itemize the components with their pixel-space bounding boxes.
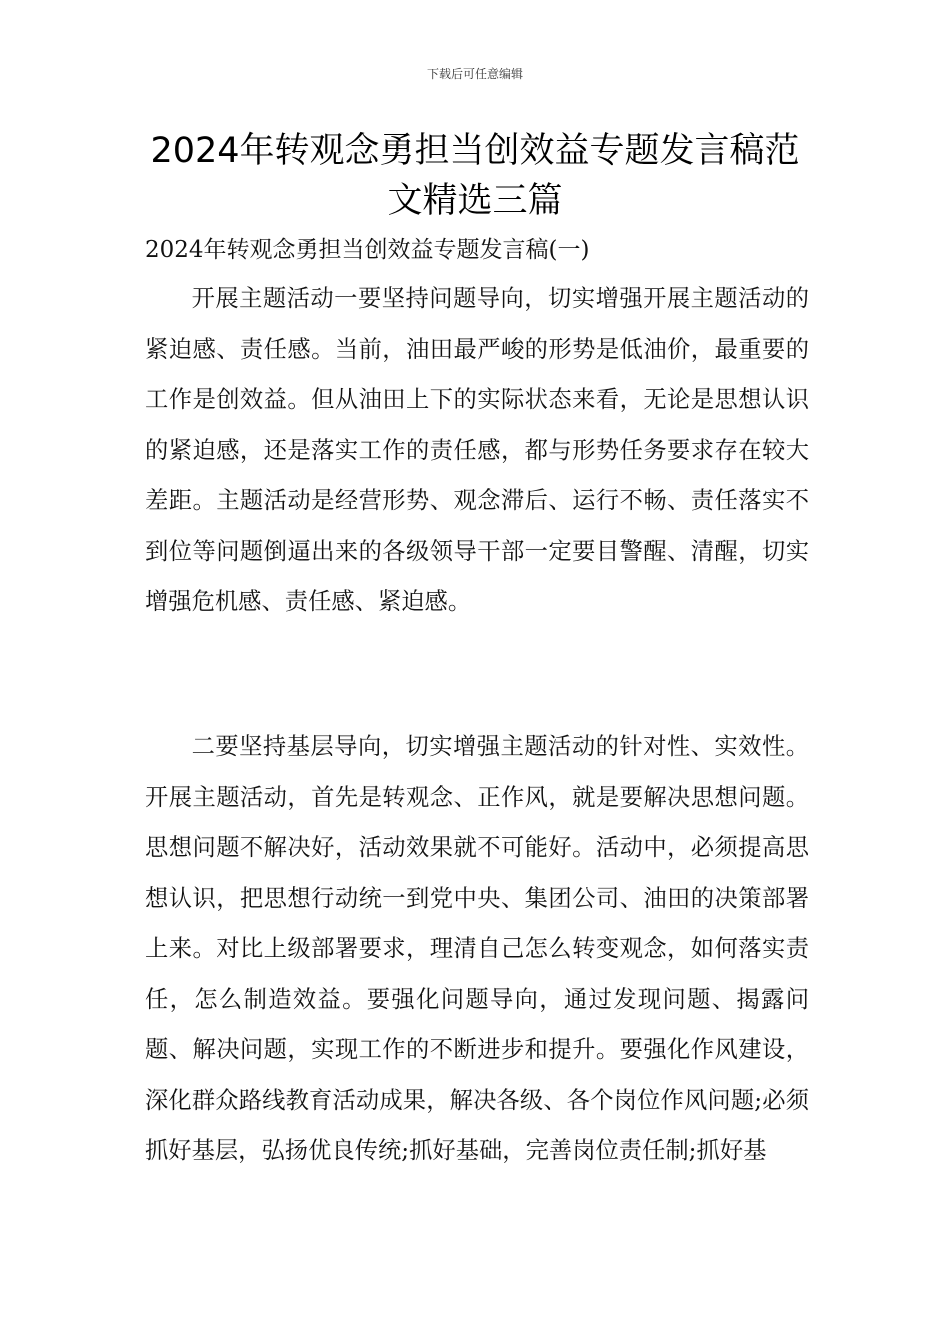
section-title: 2024年转观念勇担当创效益专题发言稿(一): [145, 237, 590, 263]
document-title: 2024年转观念勇担当创效益专题发言稿范文精选三篇: [150, 131, 800, 221]
paragraph-1: 开展主题活动一要坚持问题导向，切实增强开展主题活动的紧迫感、责任感。当前，油田最严峻的形势是低油价，最重要的工作是创效益。但从油田上下的实际状态来看，无论是思想认识的紧迫感，还是落实工作的责任感，都与形势任务要求存在较大差距。主题活动是经营形势、观念滞后、运行不畅、责任落实不到位等问题倒逼出来的各级领导干部一定要目警醒、清醒，切实增强危机感、责任感、紧迫感。: [145, 285, 809, 615]
header-note: 下载后可任意编辑: [426, 67, 523, 81]
paragraph-2: 二要坚持基层导向，切实增强主题活动的针对性、实效性。开展主题活动，首先是转观念、正作风，就是要解决思想问题。思想问题不解决好，活动效果就不可能好。活动中，必须提高思想认识，把思想行动统一到党中央、集团公司、油田的决策部署上来。对比上级部署要求，理清自己怎么转变观念，如何落实责任，怎么制造效益。要强化问题导向，通过发现问题、揭露问题、解决问题，实现工作的不断进步和提升。要强化作风建设，深化群众路线教育活动成果，解决各级、各个岗位作风问题;必须抓好基层，弘扬优良传统;抓好基础，完善岗位责任制;抓好基: [145, 733, 809, 1164]
